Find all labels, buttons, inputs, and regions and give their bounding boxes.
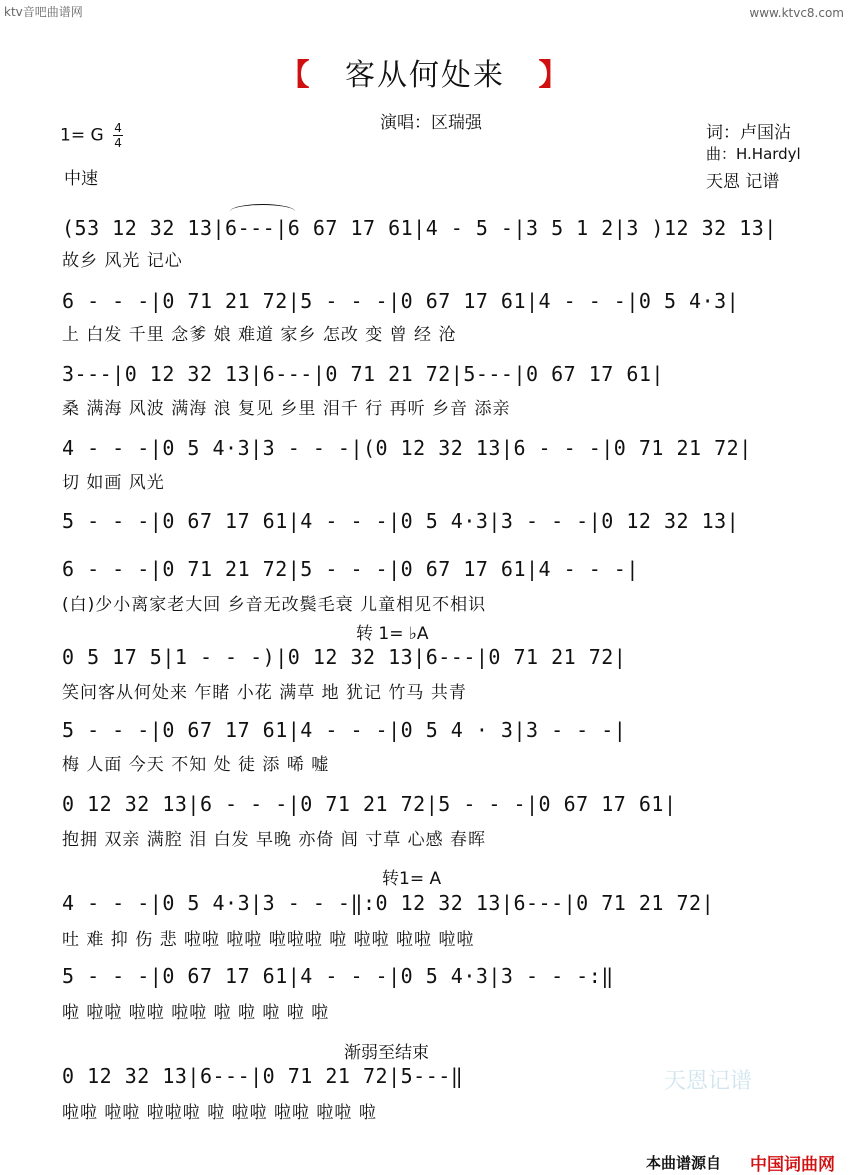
lyrics-row-4: 切 如画 风光 [62, 473, 165, 493]
lyrics-row-8: 梅 人面 今天 不知 处 徒 添 唏 嘘 [62, 755, 330, 775]
time-signature [113, 122, 123, 149]
transcriber-stamp: 天恩记谱 [664, 1069, 753, 1094]
lyricist-label: 词：卢国沾 [706, 123, 791, 143]
source-credit: 本曲谱源自 [646, 1154, 722, 1172]
notes-row-8: 5 - - -|0 67 17 61|4 - - -|0 5 4 · 3|3 - - -| [62, 718, 627, 742]
source-site-link[interactable]: 中国词曲网 [750, 1155, 835, 1175]
watermark-top-left: ktv音吧曲谱网 [4, 5, 83, 19]
notes-row-12: 0 12 32 13|6---|0 71 21 72|5---‖ [62, 1064, 464, 1088]
lyrics-row-10: 吐 难 抑 伤 悲 啦啦 啦啦 啦啦啦 啦 啦啦 啦啦 啦啦 [62, 930, 475, 950]
watermark-top-right: www.ktvc8.com [749, 6, 844, 20]
notes-row-7: 0 5 17 5|1 - - -)|0 12 32 13|6---|0 71 21 72| [62, 645, 627, 669]
title-bracket-open: 【 [279, 58, 312, 93]
lyrics-row-2: 上 白发 千里 念爹 娘 难道 家乡 怎改 变 曾 经 沧 [62, 325, 457, 345]
lyrics-row-11: 啦 啦啦 啦啦 啦啦 啦 啦 啦 啦 啦 [62, 1003, 330, 1023]
transcriber-label: 天恩 记谱 [706, 172, 780, 192]
key-label: 1= G [60, 125, 104, 146]
notes-row-11: 5 - - -|0 67 17 61|4 - - -|0 5 4·3|3 - - -:‖ [62, 964, 614, 988]
notes-row-9: 0 12 32 13|6 - - -|0 71 21 72|5 - - -|0 67 17 61| [62, 792, 677, 816]
notes-row-10: 4 - - -|0 5 4·3|3 - - -‖:0 12 32 13|6---|0 71 21 72| [62, 891, 715, 915]
lyrics-row-7: 笑问客从何处来 乍睹 小花 满草 地 犹记 竹马 共青 [62, 683, 467, 703]
fade-mark: 渐弱至结束 [344, 1043, 429, 1063]
modulation-mark-2: 转1= A [382, 869, 442, 889]
lyrics-row-9: 抱拥 双亲 满腔 泪 白发 早晚 亦倚 闾 寸草 心感 春晖 [62, 830, 487, 850]
notes-row-4: 4 - - -|0 5 4·3|3 - - -|(0 12 32 13|6 - - -|0 71 21 72| [62, 436, 752, 460]
lyrics-row-12: 啦啦 啦啦 啦啦啦 啦 啦啦 啦啦 啦啦 啦 [62, 1103, 377, 1123]
notes-row-1: (53 12 32 13|6---|6 67 17 61|4 - 5 -|3 5 1 2|3 )12 32 13| [62, 216, 777, 240]
title-bracket-close: 】 [538, 58, 571, 93]
time-bottom: 4 [114, 136, 122, 150]
notes-row-6: 6 - - -|0 71 21 72|5 - - -|0 67 17 61|4 - - -| [62, 557, 639, 581]
song-title [0, 50, 850, 94]
lyrics-row-3: 桑 满海 风波 满海 浪 复见 乡里 泪千 行 再听 乡音 添亲 [62, 399, 511, 419]
notes-row-3: 3---|0 12 32 13|6---|0 71 21 72|5---|0 67 17 61| [62, 362, 664, 386]
time-top: 4 [114, 121, 122, 135]
lyrics-row-6: (白)少小离家老大回 乡音无改鬓毛衰 儿童相见不相识 [62, 595, 487, 615]
lyrics-row-1: 故乡 风光 记心 [62, 251, 183, 271]
composer-label: 曲：H.Hardyl [706, 145, 801, 163]
tempo-label: 中速 [64, 169, 98, 189]
notes-row-2: 6 - - -|0 71 21 72|5 - - -|0 67 17 61|4 - - -|0 5 4·3| [62, 289, 740, 313]
modulation-mark-1: 转 1= ♭A [356, 624, 429, 644]
singer-label: 演唱：区瑞强 [380, 113, 482, 133]
title-text: 客从何处来 [345, 58, 505, 93]
key-signature [60, 122, 123, 149]
notes-row-5: 5 - - -|0 67 17 61|4 - - -|0 5 4·3|3 - - -|0 12 32 13| [62, 509, 740, 533]
